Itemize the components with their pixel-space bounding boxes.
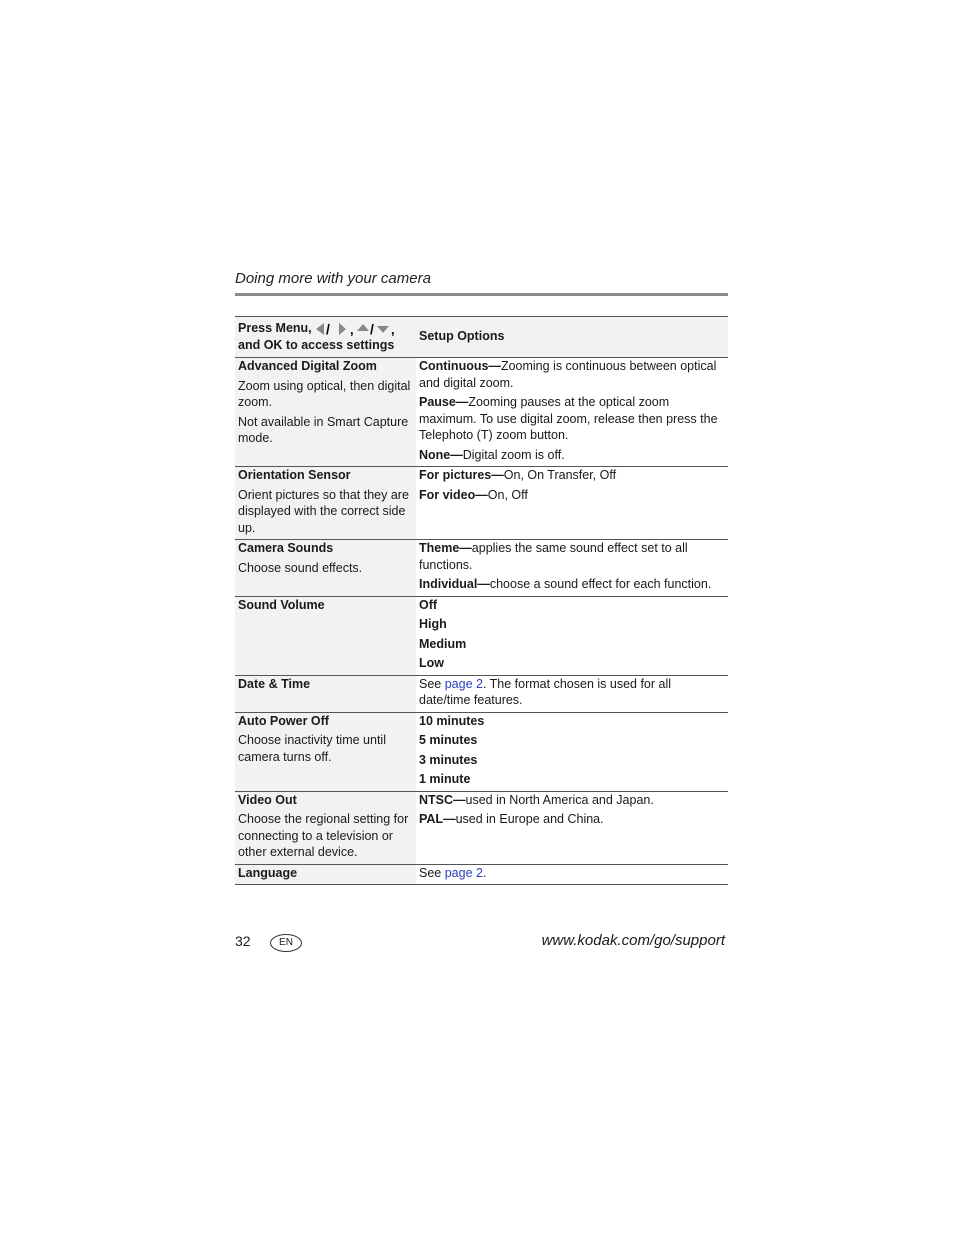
option-label: Pause—	[419, 395, 469, 409]
option-text: choose a sound effect for each function.	[489, 577, 712, 591]
option-text: Zooming pauses at the optical zoom maximum. To use digital zoom, release then press the Telephoto (T) zoom button.	[419, 395, 718, 442]
option-item	[419, 540, 725, 573]
options-cell	[416, 358, 728, 467]
setting-description: Choose sound effects.	[238, 560, 363, 575]
option-label: None—	[419, 447, 463, 462]
option-item	[419, 576, 725, 593]
page-link[interactable]: page 2	[444, 865, 483, 880]
option-item	[419, 487, 725, 504]
table-row	[235, 467, 728, 540]
option-item	[419, 394, 725, 444]
see-prefix: See	[419, 865, 445, 880]
option-label: Low	[419, 656, 444, 670]
setting-cell	[235, 358, 416, 467]
option-text: applies the same sound effect set to all functions.	[419, 541, 688, 572]
setting-description: Zoom using optical, then digital zoom.	[238, 378, 411, 409]
table-row	[235, 358, 728, 467]
option-label: 1 minute	[419, 772, 471, 786]
table-row	[235, 596, 728, 675]
setting-cell	[235, 467, 416, 540]
options-cell	[416, 540, 728, 597]
option-label: Individual—	[419, 577, 490, 591]
option-label: Continuous—	[419, 359, 501, 373]
option-item	[419, 636, 725, 653]
svg-text:/: /	[370, 321, 375, 336]
page-number: 32	[235, 933, 251, 949]
setting-cell	[235, 791, 416, 864]
setting-description: Orient pictures so that they are displayed with the correct side up.	[238, 487, 409, 535]
option-text: Digital zoom is off.	[462, 447, 565, 462]
col1-header-text: Press Menu,	[238, 321, 312, 335]
option-text: On, Off	[487, 487, 528, 502]
table-row	[235, 791, 728, 864]
setting-name: Camera Sounds	[238, 541, 334, 555]
option-item	[419, 732, 725, 749]
setting-description: Choose inactivity time until camera turns off.	[238, 733, 386, 764]
col2-header: Setup Options	[416, 317, 728, 358]
option-label: Off	[419, 597, 438, 612]
see-prefix: See	[419, 676, 445, 691]
option-label: 3 minutes	[419, 752, 478, 767]
option-label: 5 minutes	[419, 733, 478, 747]
setting-name: Sound Volume	[238, 597, 325, 612]
option-label: For video—	[419, 487, 488, 502]
setting-cell	[235, 712, 416, 791]
option-label: Medium	[419, 636, 467, 651]
option-item	[419, 655, 725, 672]
options-cell	[416, 596, 728, 675]
option-item	[419, 616, 725, 633]
col1-header	[235, 317, 416, 358]
setting-cell	[235, 596, 416, 675]
table-row	[235, 675, 728, 712]
option-item	[419, 771, 725, 788]
left-right-up-down-arrows-icon	[315, 322, 395, 336]
option-label: PAL—	[419, 812, 456, 826]
option-item	[419, 752, 725, 769]
table-row	[235, 864, 728, 885]
setting-name: Video Out	[238, 792, 297, 807]
option-item	[419, 792, 725, 809]
col1-header-line2: and OK to access settings	[238, 337, 395, 352]
setting-name: Language	[238, 865, 298, 880]
options-cell	[416, 712, 728, 791]
option-label: 10 minutes	[419, 713, 485, 728]
see-suffix: .	[482, 865, 487, 880]
see-reference	[419, 676, 725, 709]
options-cell	[416, 675, 728, 712]
header-rule	[235, 293, 728, 296]
setting-cell	[235, 864, 416, 885]
option-text: On, On Transfer, Off	[503, 468, 617, 482]
setting-description: Choose the regional setting for connecting to a television or other external device.	[238, 812, 409, 859]
option-item	[419, 811, 725, 828]
option-label: For pictures—	[419, 468, 504, 482]
options-cell	[416, 864, 728, 885]
options-cell	[416, 467, 728, 540]
see-suffix: . The format chosen is used for all date/time features.	[419, 676, 672, 707]
svg-text:,: ,	[350, 321, 354, 336]
page-link[interactable]: page 2	[444, 676, 483, 691]
table-row	[235, 540, 728, 597]
setup-options-table	[235, 316, 728, 885]
setting-cell	[235, 675, 416, 712]
option-label: High	[419, 617, 447, 631]
option-text: used in Europe and China.	[455, 812, 604, 826]
table-header-row	[235, 317, 728, 358]
setting-name: Advanced Digital Zoom	[238, 359, 377, 373]
support-url[interactable]: www.kodak.com/go/support	[541, 932, 725, 949]
option-label: NTSC—	[419, 792, 466, 807]
setting-name: Auto Power Off	[238, 713, 329, 728]
option-item	[419, 358, 725, 391]
svg-text:,: ,	[391, 321, 395, 336]
svg-text:/: /	[326, 321, 331, 336]
table-row	[235, 712, 728, 791]
option-text: Zooming is continuous between optical and digital zoom.	[419, 359, 717, 390]
setting-name: Date & Time	[238, 676, 311, 691]
options-cell	[416, 791, 728, 864]
option-label: Theme—	[419, 541, 472, 555]
language-badge: EN	[270, 934, 302, 952]
section-header: Doing more with your camera	[235, 270, 431, 287]
option-item	[419, 447, 725, 464]
setting-description: Not available in Smart Capture mode.	[238, 414, 409, 445]
see-reference	[419, 865, 725, 882]
setting-cell	[235, 540, 416, 597]
option-text: used in North America and Japan.	[465, 792, 654, 807]
option-item	[419, 467, 725, 484]
option-item	[419, 713, 725, 730]
setting-name: Orientation Sensor	[238, 468, 351, 482]
option-item	[419, 597, 725, 614]
